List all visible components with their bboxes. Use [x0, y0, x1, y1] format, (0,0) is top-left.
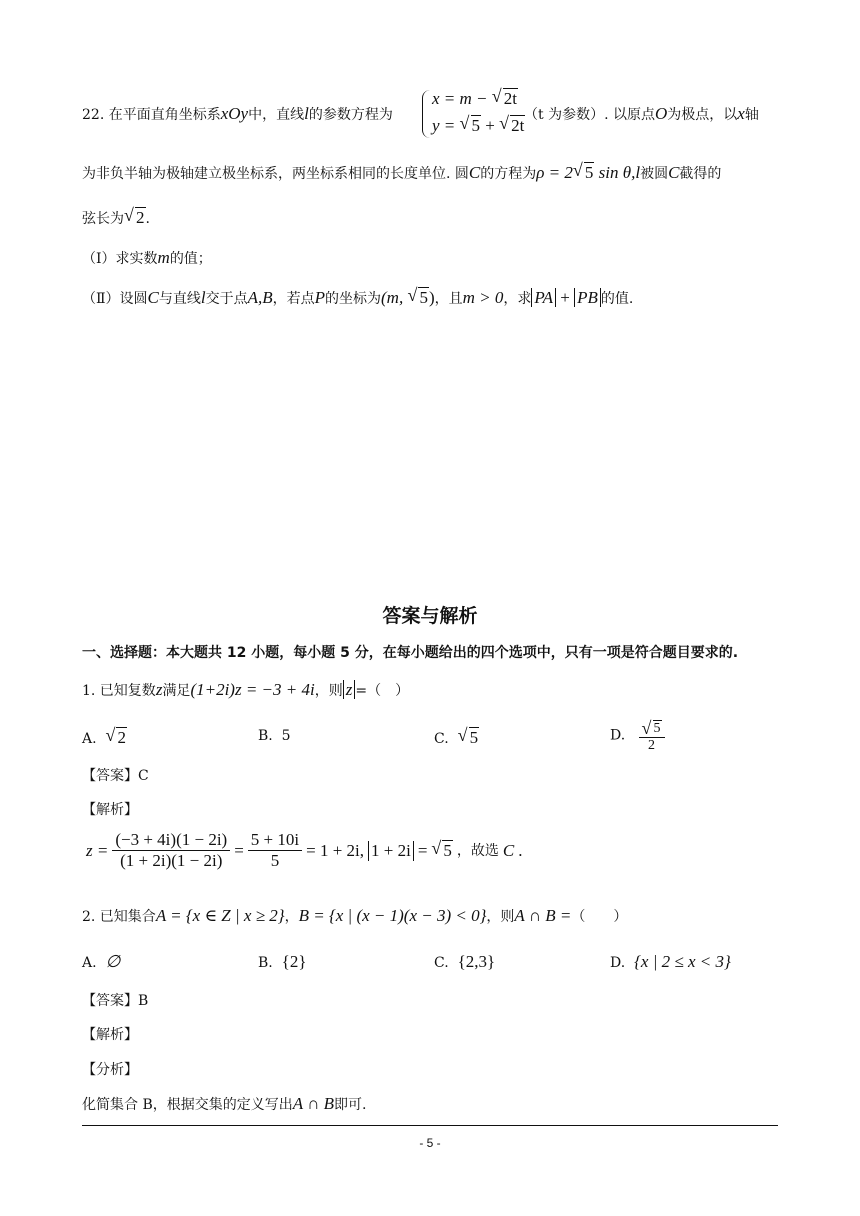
q2-option-b: B. {2}: [258, 952, 307, 971]
q1-solution-fraction-2: $\frac{5 + 10i}{5}$: [248, 830, 302, 871]
q22-line1: 22. 在平面直角坐标系xOy中，直线l的参数方程为: [82, 104, 393, 123]
q22-part1: （Ⅰ）求实数m的值；: [82, 248, 212, 267]
q22-line2: 为非负半轴为极轴建立极坐标系，两坐标系相同的长度单位. 圆C的方程为ρ = 2√ 5 sin θ,l被圆C截得的: [82, 163, 721, 184]
q1-option-b: B. 5: [258, 728, 291, 744]
q22-part2: （Ⅱ）设圆C与直线l交于点A,B，若点P的坐标为(m, √ 5)，且m > 0，求 PA + PB 的值.: [82, 288, 633, 309]
answers-title: 答案与解析: [382, 605, 478, 627]
q2-answer: 【答案】B: [82, 993, 149, 1009]
q2-option-c: C. {2,3}: [434, 952, 496, 971]
q2-stem: 2. 已知集合A = {x ∈ Z | x ≥ 2}，B = {x | (x − 1)(x − 3) < 0}，则A ∩ B =（ ）: [82, 906, 628, 925]
footer-rule: [82, 1125, 778, 1126]
q22-line3: 弦长为√ 2.: [82, 208, 150, 229]
q1-option-a: A. √ 2: [82, 728, 127, 748]
q1-option-d: D. √ $\frac{5}{2}$: [610, 717, 665, 754]
q1-option-d-fraction: √ $\frac{5}{2}$: [639, 717, 665, 754]
q2-fenxi-text: 化简集合 B，根据交集的定义写出A ∩ B即可.: [82, 1094, 367, 1113]
param-eq-brace: [422, 90, 430, 138]
q2-option-a: A. ∅: [82, 952, 121, 971]
q1-answer: 【答案】C: [82, 768, 149, 784]
param-eq-x: x = m − √ 2t: [432, 89, 518, 109]
q1-stem: 1. 已知复数z满足(1+2i)z = −3 + 4i，则 z =（ ）: [82, 680, 410, 699]
q1-solution: z = $\frac{(-3 + 4i)(1 - 2i)}{(1 + 2i)(1 - 2i)}$ = $\frac{5 + 10i}{5}$ = 1 + 2i, 1 + 2i = √ 5 ，故选 C .: [86, 830, 523, 871]
q1-option-c: C. √ 5: [434, 728, 479, 748]
param-eq-y: y = √ 5 + √ 2t: [432, 116, 525, 136]
q1-solution-fraction-1: $\frac{(-3 + 4i)(1 - 2i)}{(1 + 2i)(1 - 2i)}$: [112, 830, 230, 871]
q2-analysis-label: 【解析】: [82, 1027, 138, 1043]
q1-analysis-label: 【解析】: [82, 802, 138, 818]
q22-line1-tail: （t 为参数）. 以原点O为极点，以x轴: [524, 104, 759, 123]
q2-option-d: D. {x | 2 ≤ x < 3}: [610, 952, 731, 971]
q2-fenxi-label: 【分析】: [82, 1062, 138, 1078]
page-number: - 5 -: [419, 1136, 441, 1150]
section-heading: 一、选择题：本大题共 12 小题，每小题 5 分，在每小题给出的四个选项中，只有一项是符合题目要求的.: [82, 645, 739, 661]
